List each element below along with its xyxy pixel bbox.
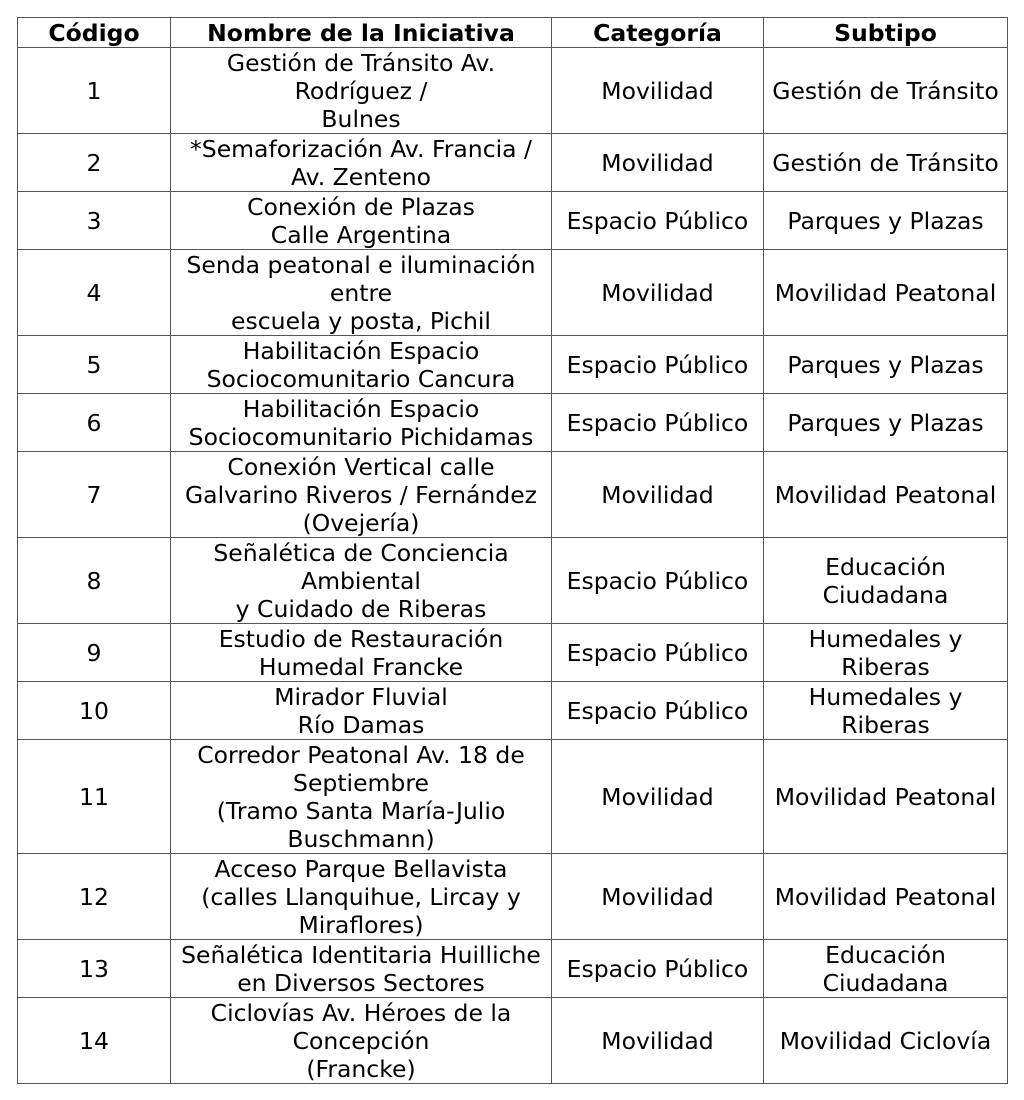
cell-codigo: 1 bbox=[18, 48, 171, 134]
cell-nombre: Corredor Peatonal Av. 18 de Septiembre (Tramo Santa María-Julio Buschmann) bbox=[171, 740, 552, 854]
cell-codigo: 8 bbox=[18, 538, 171, 624]
cell-nombre: Senda peatonal e iluminación entre escuela y posta, Pichil bbox=[171, 250, 552, 336]
table-row bbox=[18, 452, 1008, 538]
cell-nombre: Mirador Fluvial Río Damas bbox=[171, 682, 552, 740]
cell-subtipo: Educación Ciudadana bbox=[764, 538, 1008, 624]
cell-nombre: Señalética Identitaria Huilliche en Diversos Sectores bbox=[171, 940, 552, 998]
cell-nombre: Habilitación Espacio Sociocomunitario Pichidamas bbox=[171, 394, 552, 452]
cell-subtipo: Humedales y Riberas bbox=[764, 682, 1008, 740]
cell-codigo: 12 bbox=[18, 854, 171, 940]
cell-nombre: Señalética de Conciencia Ambiental y Cuidado de Riberas bbox=[171, 538, 552, 624]
cell-categoria: Movilidad bbox=[552, 740, 764, 854]
cell-categoria: Movilidad bbox=[552, 134, 764, 192]
header-subtipo: Subtipo bbox=[764, 18, 1008, 48]
cell-codigo: 13 bbox=[18, 940, 171, 998]
cell-codigo: 14 bbox=[18, 998, 171, 1084]
cell-subtipo: Educación Ciudadana bbox=[764, 940, 1008, 998]
cell-categoria: Espacio Público bbox=[552, 538, 764, 624]
cell-subtipo: Movilidad Peatonal bbox=[764, 740, 1008, 854]
cell-codigo: 11 bbox=[18, 740, 171, 854]
table-row bbox=[18, 134, 1008, 192]
header-codigo: Código bbox=[18, 18, 171, 48]
cell-categoria: Movilidad bbox=[552, 998, 764, 1084]
table-row bbox=[18, 740, 1008, 854]
cell-categoria: Movilidad bbox=[552, 250, 764, 336]
cell-subtipo: Movilidad Ciclovía bbox=[764, 998, 1008, 1084]
cell-subtipo: Parques y Plazas bbox=[764, 336, 1008, 394]
table-row bbox=[18, 538, 1008, 624]
table-row bbox=[18, 854, 1008, 940]
cell-nombre: Acceso Parque Bellavista (calles Llanquihue, Lircay y Miraflores) bbox=[171, 854, 552, 940]
table-row bbox=[18, 998, 1008, 1084]
cell-codigo: 10 bbox=[18, 682, 171, 740]
cell-nombre: Gestión de Tránsito Av. Rodríguez / Bulnes bbox=[171, 48, 552, 134]
cell-codigo: 3 bbox=[18, 192, 171, 250]
cell-categoria: Movilidad bbox=[552, 48, 764, 134]
cell-categoria: Espacio Público bbox=[552, 940, 764, 998]
cell-subtipo: Movilidad Peatonal bbox=[764, 854, 1008, 940]
table-row bbox=[18, 336, 1008, 394]
cell-subtipo: Movilidad Peatonal bbox=[764, 250, 1008, 336]
cell-categoria: Movilidad bbox=[552, 452, 764, 538]
cell-subtipo: Humedales y Riberas bbox=[764, 624, 1008, 682]
header-nombre: Nombre de la Iniciativa bbox=[171, 18, 552, 48]
cell-codigo: 4 bbox=[18, 250, 171, 336]
table-row bbox=[18, 250, 1008, 336]
cell-categoria: Espacio Público bbox=[552, 624, 764, 682]
cell-subtipo: Parques y Plazas bbox=[764, 192, 1008, 250]
cell-subtipo: Gestión de Tránsito bbox=[764, 48, 1008, 134]
table-row bbox=[18, 192, 1008, 250]
cell-codigo: 9 bbox=[18, 624, 171, 682]
cell-nombre: Estudio de Restauración Humedal Francke bbox=[171, 624, 552, 682]
cell-nombre: Conexión de Plazas Calle Argentina bbox=[171, 192, 552, 250]
cell-categoria: Movilidad bbox=[552, 854, 764, 940]
cell-nombre: Ciclovías Av. Héroes de la Concepción (Francke) bbox=[171, 998, 552, 1084]
table-row bbox=[18, 624, 1008, 682]
cell-nombre: *Semaforización Av. Francia / Av. Zenteno bbox=[171, 134, 552, 192]
table-row bbox=[18, 48, 1008, 134]
cell-subtipo: Parques y Plazas bbox=[764, 394, 1008, 452]
cell-codigo: 6 bbox=[18, 394, 171, 452]
cell-nombre: Conexión Vertical calle Galvarino Riveros / Fernández (Ovejería) bbox=[171, 452, 552, 538]
cell-codigo: 7 bbox=[18, 452, 171, 538]
cell-subtipo: Movilidad Peatonal bbox=[764, 452, 1008, 538]
initiatives-table bbox=[17, 17, 1008, 1084]
cell-codigo: 2 bbox=[18, 134, 171, 192]
cell-categoria: Espacio Público bbox=[552, 336, 764, 394]
table-row bbox=[18, 394, 1008, 452]
cell-codigo: 5 bbox=[18, 336, 171, 394]
header-row bbox=[18, 18, 1008, 48]
table-row bbox=[18, 682, 1008, 740]
header-categoria: Categoría bbox=[552, 18, 764, 48]
cell-categoria: Espacio Público bbox=[552, 192, 764, 250]
cell-nombre: Habilitación Espacio Sociocomunitario Cancura bbox=[171, 336, 552, 394]
table-row bbox=[18, 940, 1008, 998]
cell-subtipo: Gestión de Tránsito bbox=[764, 134, 1008, 192]
cell-categoria: Espacio Público bbox=[552, 394, 764, 452]
cell-categoria: Espacio Público bbox=[552, 682, 764, 740]
